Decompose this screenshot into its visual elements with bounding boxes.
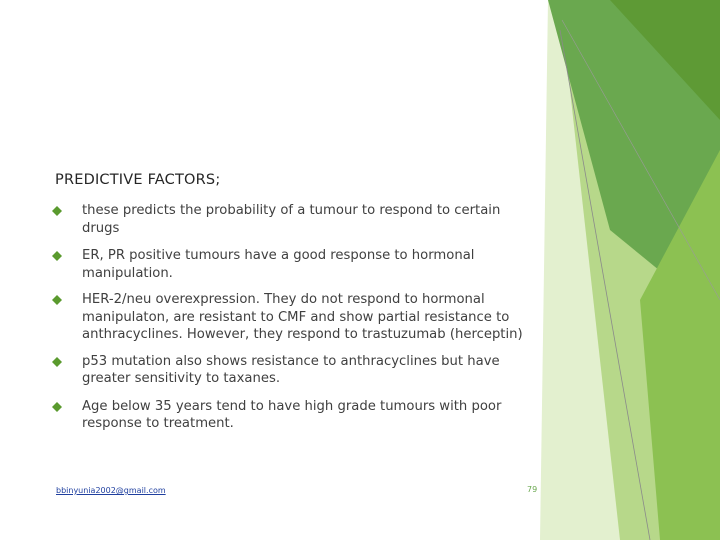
- footer-email-link[interactable]: bbinyunia2002@gmail.com: [56, 486, 166, 495]
- page-number: 79: [527, 485, 538, 494]
- diamond-bullet-icon: [52, 206, 62, 216]
- bullet-text: ER, PR positive tumours have a good response to hormonal manipulation.: [82, 248, 475, 281]
- diamond-bullet-icon: [52, 295, 62, 305]
- bullet-text: HER-2/neu overexpression. They do not respond to hormonal manipulaton, are resistant to CMF and show partial resistance to anthracyclines. However, they respond to trastuzumab (herceptin): [82, 292, 523, 342]
- bullet-item: [52, 353, 532, 388]
- slide-title: PREDICTIVE FACTORS;: [55, 172, 221, 188]
- bullet-item: [52, 247, 532, 282]
- bullet-list: [52, 202, 532, 433]
- diamond-bullet-icon: [52, 402, 62, 412]
- bullet-text: Age below 35 years tend to have high grade tumours with poor response to treatment.: [82, 398, 502, 431]
- diamond-bullet-icon: [52, 251, 62, 261]
- bullet-text: these predicts the probability of a tumour to respond to certain drugs: [82, 203, 501, 236]
- bullet-item: [52, 398, 532, 433]
- bullet-item: [52, 202, 532, 237]
- bullet-text: p53 mutation also shows resistance to anthracyclines but have greater sensitivity to taxanes.: [82, 353, 500, 386]
- diamond-bullet-icon: [52, 357, 62, 367]
- bullet-item: [52, 291, 532, 344]
